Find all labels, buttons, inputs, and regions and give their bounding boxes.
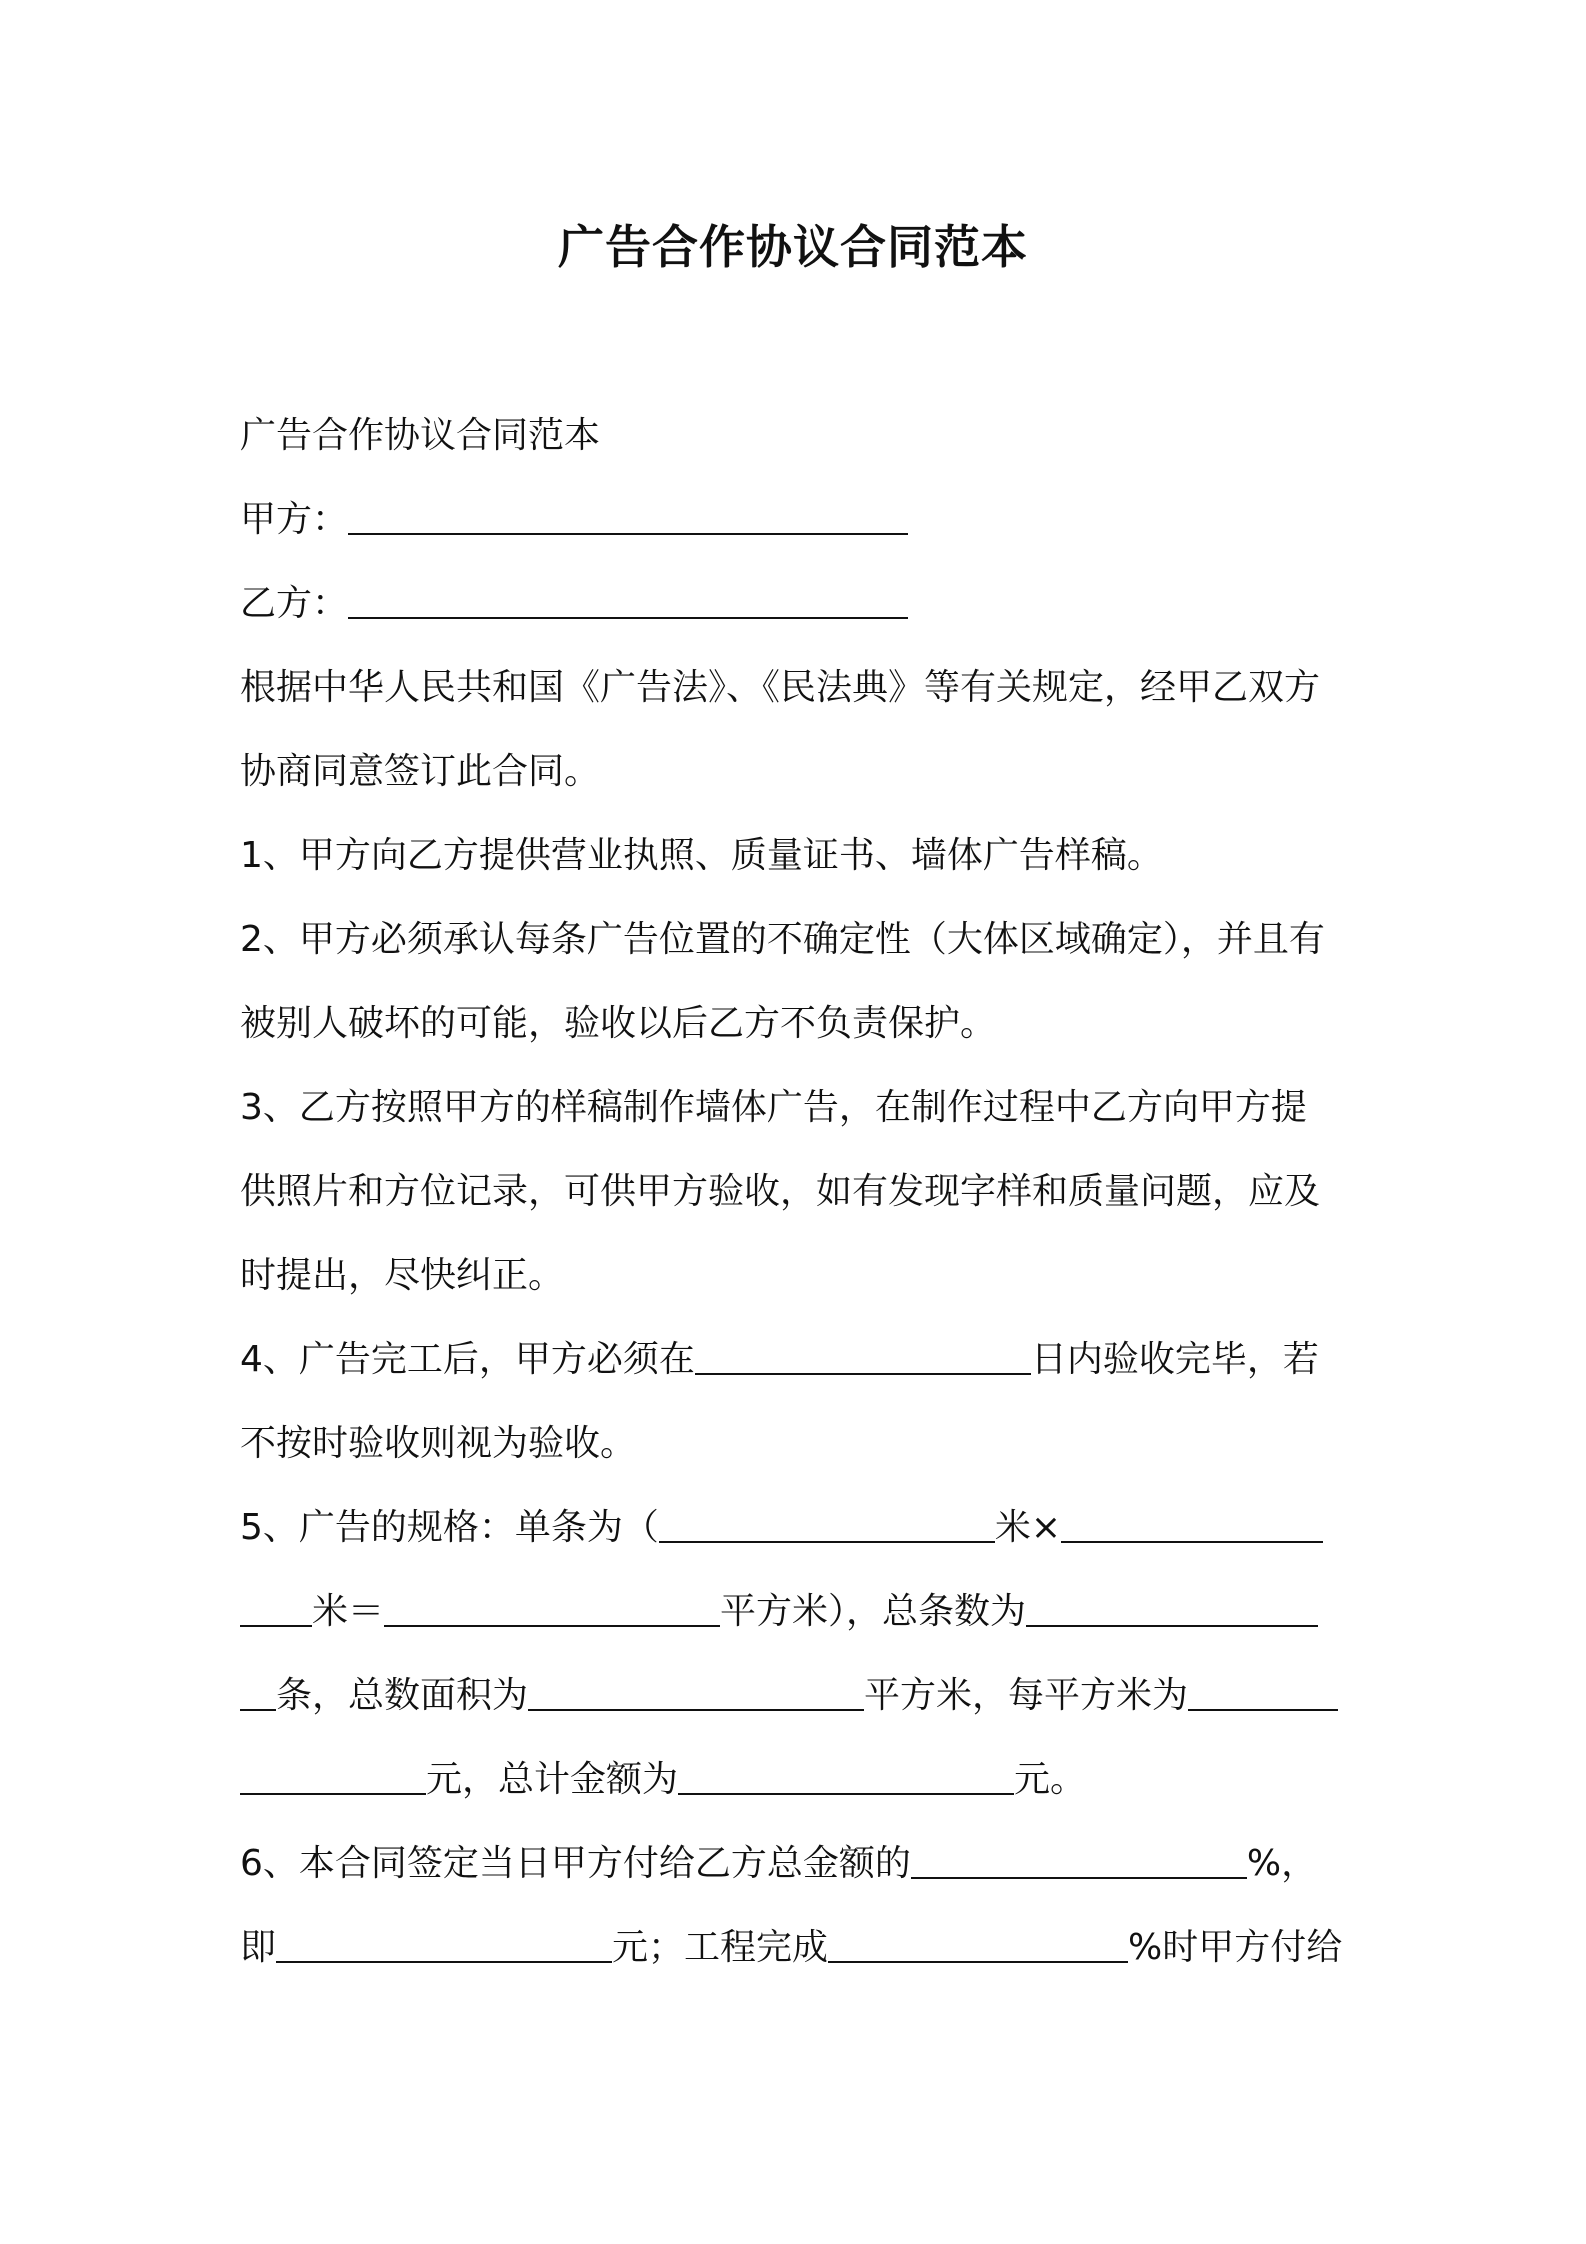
document-title: 广告合作协议合同范本 — [558, 220, 1028, 274]
clause-5-line-2 — [240, 1582, 1360, 1642]
clause-6-text-c: 即 — [240, 1927, 277, 1968]
clause-2-line-1: 2、甲方必须承认每条广告位置的不确定性（大体区域确定），并且有 — [240, 919, 1325, 960]
document-subtitle: 广告合作协议合同范本 — [240, 415, 601, 456]
clause-4-text-b: 日内验收完毕，若 — [1030, 1339, 1319, 1380]
intro-line-1: 根据中华人民共和国《广告法》、《民法典》等有关规定，经甲乙双方 — [240, 667, 1321, 708]
clause-6-line-1 — [240, 1834, 1360, 1894]
party-b-line — [240, 574, 1360, 634]
clause-4-line-1 — [240, 1330, 1360, 1390]
clause-3-line-2: 供照片和方位记录，可供甲方验收，如有发现字样和质量问题，应及 — [240, 1171, 1321, 1212]
clause-5-count-blank-cont — [240, 1673, 276, 1711]
clause-5-line-1 — [240, 1498, 1360, 1558]
clause-5-text-f: 平方米，每平方米为 — [864, 1675, 1189, 1716]
clause-5-length-blank — [659, 1505, 995, 1543]
clause-6-text-a: 6、本合同签定当日甲方付给乙方总金额的 — [240, 1843, 911, 1884]
clause-5-text-c: 米＝ — [312, 1591, 385, 1632]
clause-4-line-2: 不按时验收则视为验收。 — [240, 1423, 637, 1464]
clause-2-line-2: 被别人破坏的可能，验收以后乙方不负责保护。 — [240, 1003, 997, 1044]
clause-5-area-blank — [384, 1589, 720, 1627]
clause-5-width-blank-cont — [240, 1589, 312, 1627]
party-a-label: 甲方： — [240, 499, 349, 540]
clause-3-line-3: 时提出，尽快纠正。 — [240, 1255, 565, 1296]
clause-5-line-3 — [240, 1666, 1360, 1726]
clause-5-total-amount-blank — [678, 1757, 1014, 1795]
clause-5-unit-price-blank-cont — [240, 1757, 426, 1795]
clause-5-text-d: 平方米），总条数为 — [720, 1591, 1027, 1632]
clause-5-width-blank — [1061, 1505, 1323, 1543]
clause-5-text-e: 条，总数面积为 — [276, 1675, 529, 1716]
party-b-label: 乙方： — [240, 583, 349, 624]
clause-1: 1、甲方向乙方提供营业执照、质量证书、墙体广告样稿。 — [240, 835, 1163, 876]
clause-5-text-b: 米× — [994, 1507, 1062, 1548]
party-b-blank — [348, 581, 908, 619]
clause-4-text-a: 4、广告完工后，甲方必须在 — [240, 1339, 695, 1380]
clause-6-text-b: %， — [1246, 1843, 1318, 1884]
clause-6-line-2 — [240, 1918, 1360, 1978]
clause-5-line-4 — [240, 1750, 1360, 1810]
clause-6-progress-blank — [828, 1925, 1128, 1963]
intro-line-2: 协商同意签订此合同。 — [240, 751, 601, 792]
clause-6-text-d: 元；工程完成 — [612, 1927, 829, 1968]
clause-5-count-blank — [1026, 1589, 1318, 1627]
party-a-blank — [348, 497, 908, 535]
clause-3-line-1: 3、乙方按照甲方的样稿制作墙体广告，在制作过程中乙方向甲方提 — [240, 1087, 1307, 1128]
clause-5-text-a: 5、广告的规格：单条为（ — [240, 1507, 659, 1548]
clause-6-text-e: %时甲方付给 — [1128, 1927, 1343, 1968]
clause-5-text-h: 元。 — [1014, 1759, 1087, 1800]
party-a-line — [240, 490, 1360, 550]
clause-5-text-g: 元，总计金额为 — [426, 1759, 679, 1800]
clause-5-unit-price-blank — [1188, 1673, 1338, 1711]
clause-6-percent-blank — [911, 1841, 1247, 1879]
clause-6-amount-blank — [276, 1925, 612, 1963]
clause-4-days-blank — [695, 1337, 1031, 1375]
clause-5-total-area-blank — [528, 1673, 864, 1711]
